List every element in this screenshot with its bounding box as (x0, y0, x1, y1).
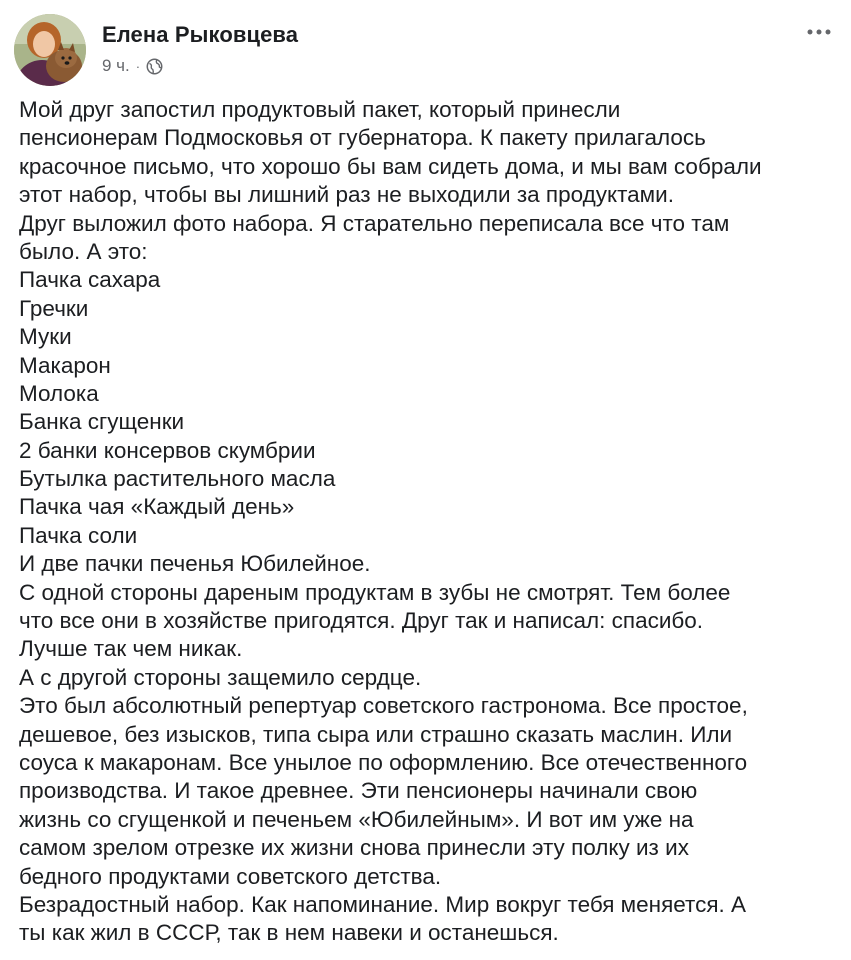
post-header (14, 14, 837, 88)
post-text-line: было. А это: (19, 238, 148, 264)
post-text-line: Безрадостный набор. Как напоминание. Мир вокруг тебя меняется. А (19, 891, 747, 917)
post-text (19, 96, 839, 948)
globe-icon (146, 58, 163, 75)
post-text-line: жизнь со сгущенкой и печеньем «Юбилейным». И вот им уже на (19, 806, 694, 832)
post-text-line: соуса к макаронам. Все унылое по оформлению. Все отечественного (19, 749, 748, 775)
post-text-line: бедного продуктами советского детства. (19, 863, 442, 889)
post-text-line: Банка сгущенки (19, 409, 185, 435)
post-text-line: красочное письмо, что хорошо бы вам сидеть дома, и мы вам собрали (19, 153, 762, 179)
post-text-line: производства. И такое древнее. Эти пенсионеры начинали свою (19, 778, 698, 804)
more-options-button[interactable] (801, 20, 837, 44)
author-name[interactable]: Елена Рыковцева (102, 22, 299, 47)
post-text-line: Муки (19, 324, 72, 350)
post-text-line: Гречки (19, 295, 89, 321)
post-text-line: А с другой стороны защемило сердце. (19, 664, 422, 690)
post-text-line: Друг выложил фото набора. Я старательно переписала все что там (19, 210, 730, 236)
post-text-line: Это был абсолютный репертуар советского гастронома. Все простое, (19, 693, 748, 719)
post-text-line: 2 банки консервов скумбрии (19, 437, 316, 463)
post-text-line: Лучше так чем никак. (19, 636, 243, 662)
post-text-line: этот набор, чтобы вы лишний раз не выходили за продуктами. (19, 182, 674, 208)
post-text-line: самом зрелом отрезке их жизни снова принесли эту полку из их (19, 835, 689, 861)
avatar-image (14, 14, 86, 86)
post-meta (102, 56, 163, 76)
post-text-line: И две пачки печенья Юбилейное. (19, 551, 371, 577)
meta-separator: · (135, 58, 141, 74)
post-text-line: пенсионерам Подмосковья от губернатора. К пакету прилагалось (19, 125, 706, 151)
more-options-icon (806, 28, 832, 36)
post-text-line: Мой друг запостил продуктовый пакет, который принесли (19, 97, 621, 122)
post-text-line: Пачка чая «Каждый день» (19, 494, 295, 520)
post-text-line: дешевое, без изысков, типа сыра или страшно сказать маслин. Или (19, 721, 733, 747)
post-timestamp[interactable]: 9 ч. (102, 56, 130, 75)
post-text-line: Бутылка растительного масла (19, 466, 336, 492)
post-text-line: ты как жил в СССР, так в нем навеки и останешься. (19, 920, 559, 946)
post-text-line: С одной стороны дареным продуктам в зубы не смотрят. Тем более (19, 579, 731, 605)
post-text-line: Пачка соли (19, 522, 138, 548)
post-text-line: Пачка сахара (19, 267, 161, 293)
post-text-line: что все они в хозяйстве пригодятся. Друг так и написал: спасибо. (19, 608, 704, 634)
avatar[interactable] (14, 14, 86, 86)
post-text-line: Макарон (19, 352, 111, 378)
post-text-line: Молока (19, 380, 99, 406)
